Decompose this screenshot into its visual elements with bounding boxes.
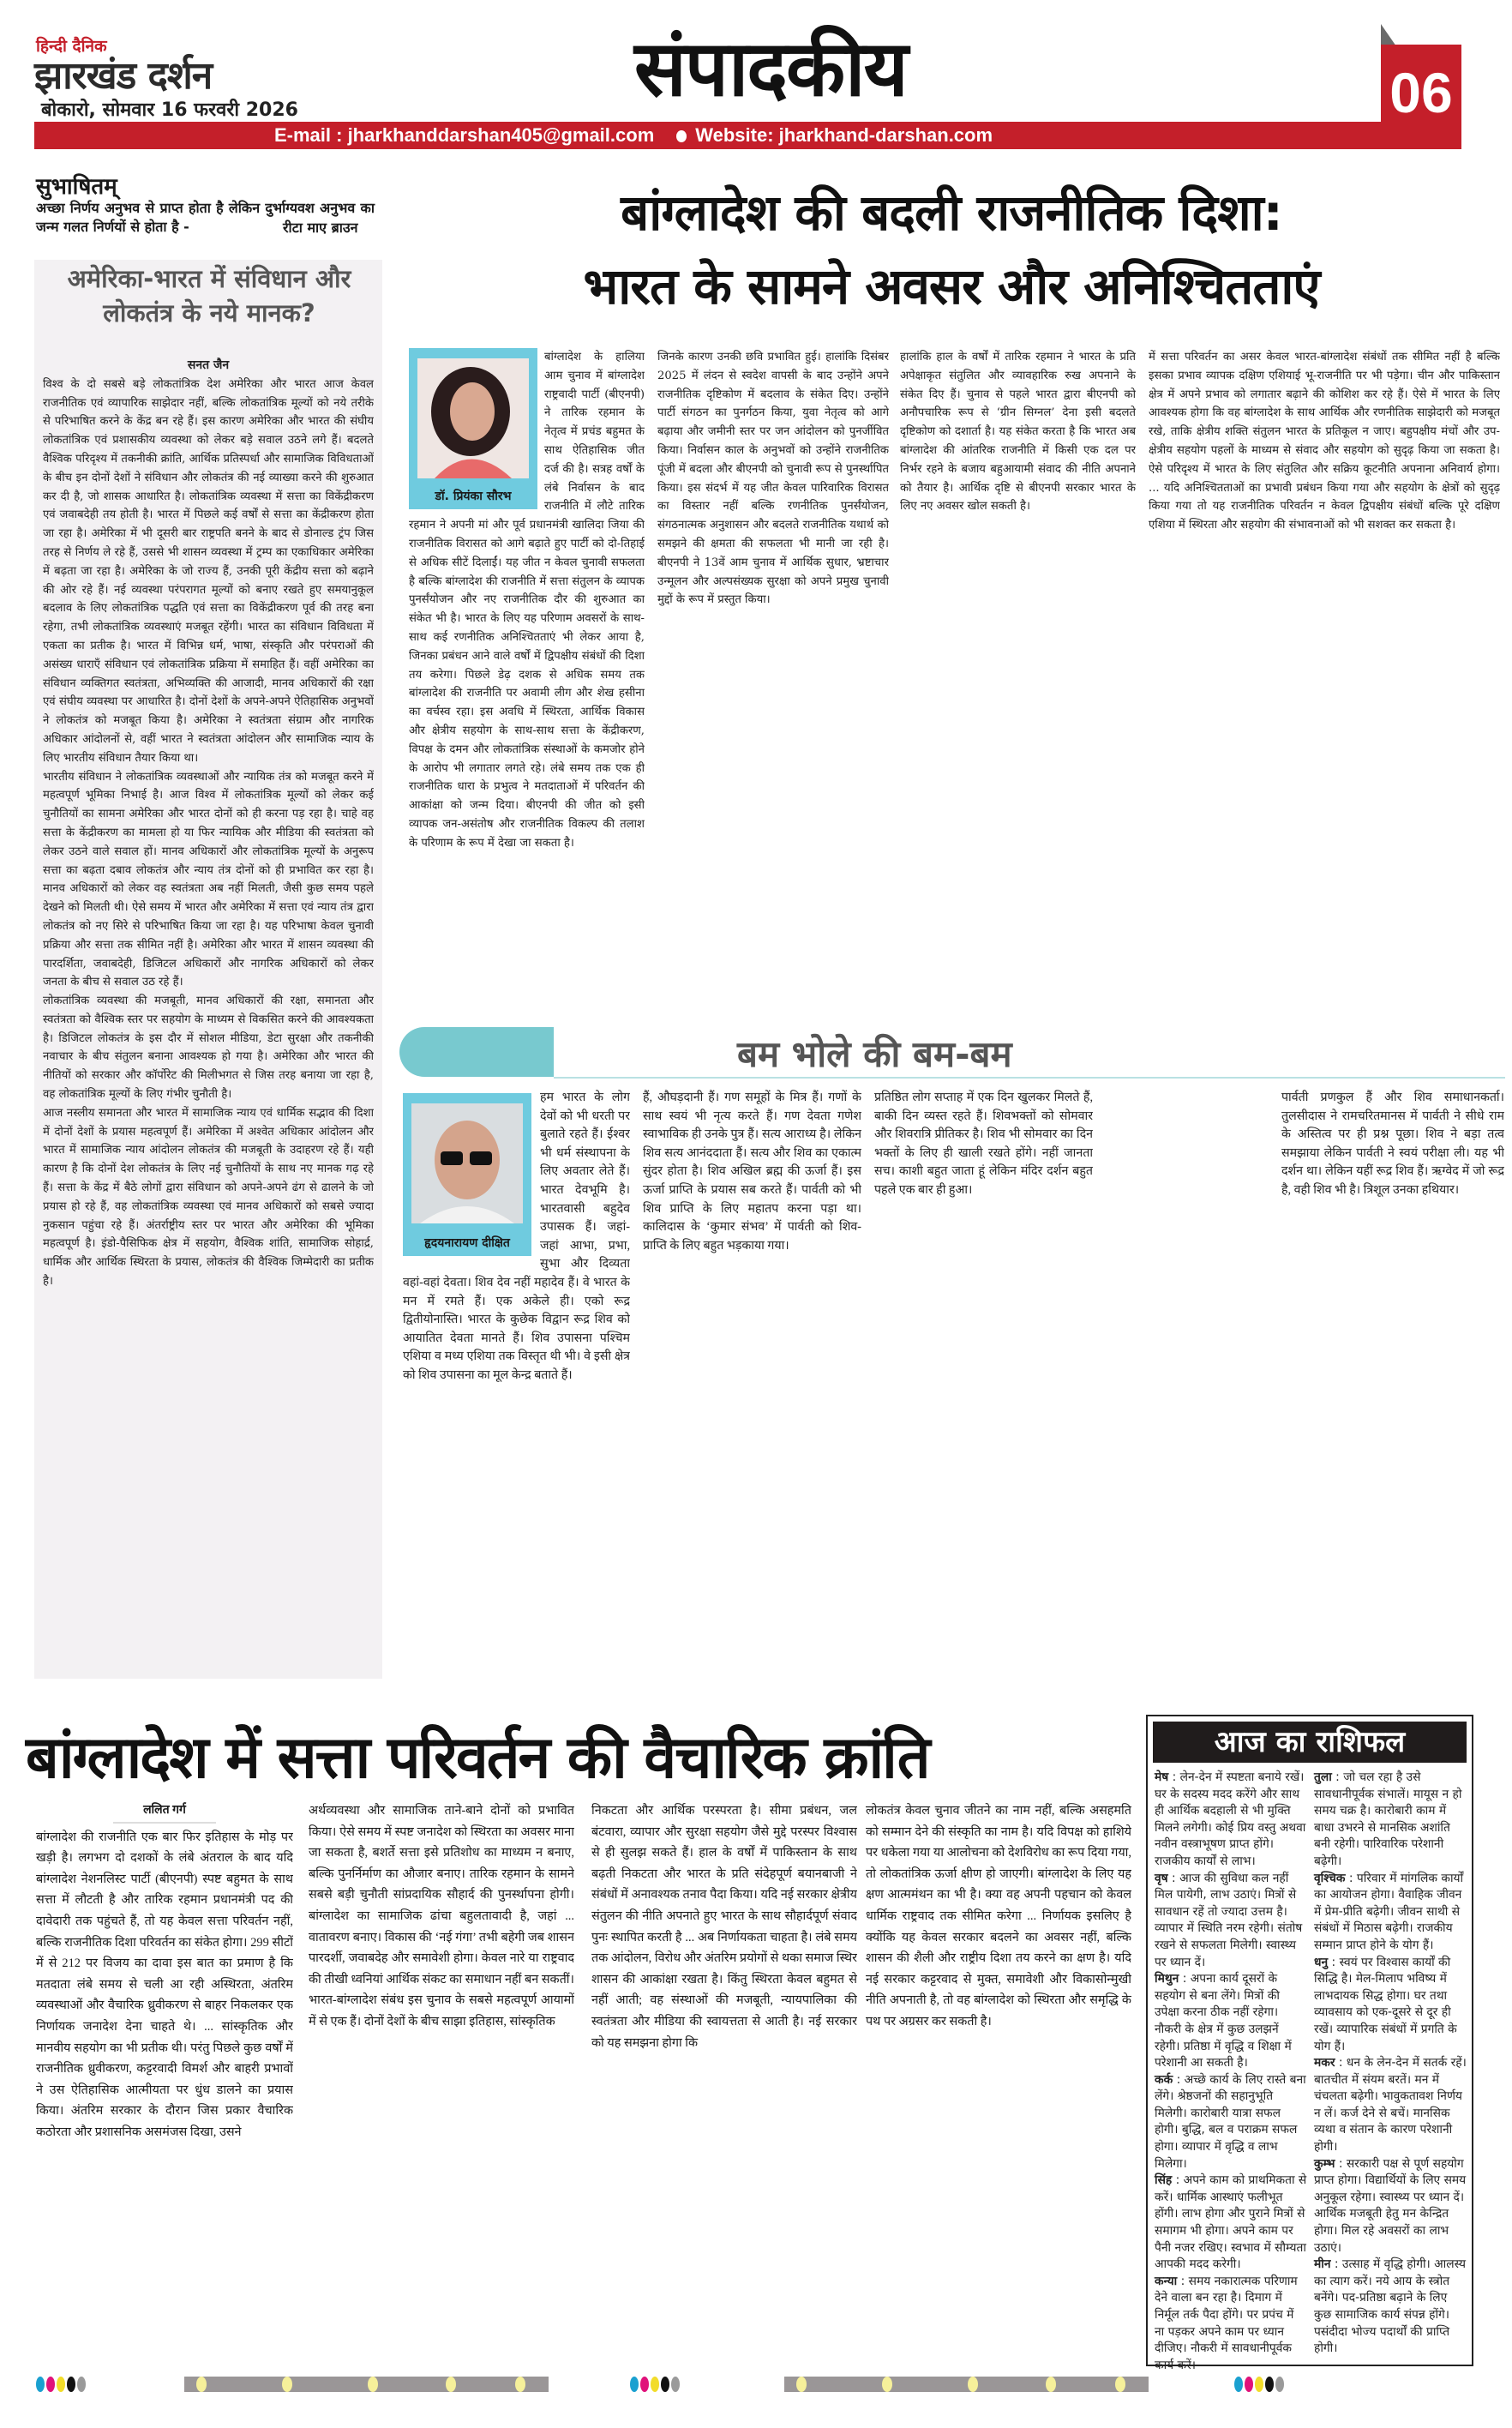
author-name: हृदयनारायण दीक्षित bbox=[424, 1236, 510, 1250]
horoscope-text: : अच्छे कार्य के लिए रास्ते बना लेंगे। श्रेष्ठजनों की सहानुभूति मिलेगी। कारोबारी यात्रा सफल होगी। बुद्धि, बल व पराक्रम सफल होगा। व्यापार में वृद्धि व लाभ मिलेगा। bbox=[1155, 2072, 1306, 2171]
bottom-article-headline: बांग्लादेश में सत्ता परिवर्तन की वैचारिक क्रांति bbox=[26, 1724, 929, 1792]
horoscope-entry bbox=[1314, 2257, 1467, 2358]
page-number: 06 bbox=[1381, 45, 1461, 149]
zodiac-sign: कर्क bbox=[1155, 2072, 1173, 2087]
lead-article-column: में सत्ता परिवर्तन का असर केवल भारत-बांग्लादेश संबंधों तक सीमित नहीं है बल्कि इसका प्रभाव व्यापक दक्षिण एशियाई भू-राजनीति पर भी पड़ेगा। चीन और पाकिस्तान क्षेत्र में अपने प्रभाव को लगातार बढ़ाने की कोशिश कर रहे हैं। ऐसे में भारत के लिए आवश्यक होगा कि वह बांग्लादेश के साथ आर्थिक और रणनीतिक साझेदारी को मजबूत रखे, ताकि क्षेत्रीय शक्ति संतुलन भारत के प्रतिकूल न जाए। बहुपक्षीय मंचों और उप-क्षेत्रीय सहयोग पहलों के माध्यम से संवाद और सहयोग को सुदृढ़ किया जा सकता है। ऐसे परिदृश्य में भारत के लिए संतुलित और सक्रिय कूटनीति अपनाना अनिवार्य होगा। ... यदि अनिश्चितताओं का प्रभावी प्रबंधन किया गया और सहयोग के क्षेत्रों को सुदृढ़ किया गया तो यह राजनीतिक परिवर्तन न केवल द्विपक्षीय संबंधों बल्कि पूरे दक्षिण एशिया में स्थिरता और सहयोग की संभावनाओं को भी सशक्त कर सकता है। bbox=[1149, 351, 1500, 532]
author-name: डॉ. प्रियंका सौरभ bbox=[435, 490, 512, 503]
shiv-article-column bbox=[1281, 1089, 1504, 1663]
horoscope-entry bbox=[1155, 2274, 1307, 2375]
author-photo bbox=[409, 348, 537, 509]
bottom-article-column: अर्थव्यवस्था और सामाजिक ताने-बाने दोनों को प्रभावित किया। ऐसे समय में स्पष्ट जनादेश को स्थिरता का अवसर माना जा सकता है, बशर्ते सत्ता इसे प्रतिशोध का माध्यम न बनाए, बल्कि पुनर्निर्माण का औजार बनाए। तारिक रहमान के सामने सबसे बड़ी चुनौती सांप्रदायिक सौहार्द की पुनर्स्थापना होगी। बांग्लादेश का सामाजिक ढांचा बहुलतावादी है, जहां ... वातावरण बनाए। विकास की ‘नई गंगा’ तभी बहेगी जब शासन पारदर्शी, जवाबदेह और समावेशी होगा। केवल नारे या राष्ट्रवाद की तीखी ध्वनियां आर्थिक संकट का समाधान नहीं बन सकतीं। भारत-बांग्लादेश संबंध इस चुनाव के सबसे महत्वपूर्ण आयामों में से एक हैं। दोनों देशों के बीच साझा इतिहास, सांस्कृतिक bbox=[309, 1804, 574, 2028]
horoscope-text: : स्वयं पर विश्वास कार्यों की सिद्धि है। मेल-मिलाप भविष्य में लाभदायक सिद्ध होगा। घर तथा व्यावसाय को एक-दूसरे से दूर ही रखें। व्यापारिक संबंधों में प्रगति के योग हैं। bbox=[1314, 1955, 1457, 2053]
ink-dot bbox=[671, 2377, 680, 2392]
horoscope-text: : समय नकारात्मक परिणाम देने वाला बन रहा है। दिमाग में निर्मूल तर्क पैदा होंगे। पर प्रपंच में ना पड़कर अपने काम पर ध्यान दीजिए। नौकरी में सावधानीपूर्वक कार्य करें। bbox=[1155, 2274, 1298, 2372]
bullet-icon bbox=[676, 130, 687, 142]
horoscope-entry bbox=[1155, 2173, 1307, 2274]
shiv-article-column: हैं, औघड़दानी हैं। गण समूहों के मित्र हैं। गणों के साथ स्वयं भी नृत्य करते हैं। गण देवता गणेश स्वाभाविक ही उनके पुत्र हैं। सत्य आराध्य है। लेकिन शिव सत्य आनंददाता हैं। सत्य और शिव का एकात्म सुंदर होता है। शिव अखिल ब्रह्म की ऊर्जा हैं। इस ऊर्जा प्राप्ति के प्रयास सब करते हैं। पार्वती को भी शिव प्राप्ति के लिए महातप करना पड़ा था। कालिदास के ‘कुमार संभव’ में पार्वती को शिव-प्राप्ति के लिए बहुत भड़काया गया। bbox=[643, 1091, 861, 1253]
horoscope-text: : अपना कार्य दूसरों के सहयोग से बना लेंगे। मित्रों की उपेक्षा करना ठीक नहीं रहेगा। नौकरी के क्षेत्र में कुछ उलझनें रहेगी। प्रतिष्ठा में वृद्धि व शिक्षा में परेशानी आ सकती है। bbox=[1155, 1972, 1292, 2070]
bottom-article-column bbox=[36, 1800, 293, 2345]
horoscope-column-left bbox=[1155, 1770, 1307, 2374]
bottom-article-column: लोकतंत्र केवल चुनाव जीतने का नाम नहीं, बल्कि असहमति को सम्मान देने की संस्कृति का नाम है। यदि विपक्ष को हाशिये पर धकेला गया या आलोचना को देशविरोध का रूप दिया गया, तो लोकतांत्रिक ऊर्जा क्षीण हो जाएगी। बांग्लादेश के लिए यह क्षण आत्ममंथन का भी है। क्या वह अपनी पहचान को केवल धार्मिक राष्ट्रवाद तक सीमित करेगा ... निर्णायक इसलिए है क्योंकि यह केवल सरकार बदलने का अवसर नहीं, बल्कि शासन की शैली और राष्ट्रीय दिशा तय करने का क्षण है। यदि नई सरकार कट्टरवाद से मुक्त, समावेशी और विकासोन्मुखी नीति अपनाती है, तो वह बांग्लादेश को स्थिरता और समृद्धि के पथ पर अग्रसर कर सकती है। bbox=[866, 1804, 1131, 2028]
lead-headline bbox=[403, 176, 1500, 323]
left-article-byline: सनत जैन bbox=[187, 358, 230, 372]
bottom-article-column: निकटता और आर्थिक परस्परता है। सीमा प्रबंधन, जल बंटवारा, व्यापार और सुरक्षा सहयोग जैसे मुद्दे परस्पर विश्वास से ही सुलझ सकते हैं। हाल के वर्षों में पाकिस्तान के साथ बढ़ती निकटता और भारत के प्रति संदेहपूर्ण बयानबाजी ने संबंधों में अनावश्यक तनाव पैदा किया। यदि नई सरकार क्षेत्रीय संतुलन की नीति अपनाते हुए भारत के साथ सौहार्दपूर्ण संवाद पुनः स्थापित करती है ... अब निर्णायकता चाहता है। लंबे समय तक आंदोलन, विरोध और अंतरिम प्रयोगों से थका समाज स्थिर शासन की आकांक्षा रखता है। किंतु स्थिरता केवल बहुमत से नहीं आती; वह संस्थाओं की मजबूती, न्यायपालिका की स्वतंत्रता और मीडिया की स्वायत्तता से आती है। नई सरकार को यह समझना होगा कि bbox=[591, 1804, 857, 2050]
color-registration-mark bbox=[36, 2377, 86, 2392]
column-text: बांग्लादेश के हालिया आम चुनाव में बांग्लादेश राष्ट्रवादी पार्टी (बीएनपी) ने तारिक रहमान के नेतृत्व में प्रचंड बहुमत के साथ ऐतिहासिक जीत दर्ज की है। सत्रह वर्षों के लंबे निर्वासन के बाद राजनीति में लौटे तारिक रहमान ने अपनी मां और पूर्व प्रधानमंत्री खालिदा जिया की राजनीतिक विरासत को आगे बढ़ाते हुए पार्टी को दो-तिहाई से अधिक सीटें दिलाईं। यह जीत न केवल चुनावी सफलता है बल्कि बांग्लादेश की राजनीति में सत्ता संतुलन के व्यापक पुनर्संयोजन और नए राजनीतिक दौर की शुरुआत का संकेत भी है। भारत के लिए यह परिणाम अवसरों के साथ-साथ कई रणनीतिक अनिश्चितताएं भी लेकर आया है, जिनका प्रबंधन आने वाले वर्षों में द्विपक्षीय संबंधों की दिशा तय करेगा। पिछले डेढ़ दशक से अधिक समय तक बांग्लादेश की राजनीति पर अवामी लीग और शेख हसीना का वर्चस्व रहा। इस अवधि में स्थिरता, आर्थिक विकास और क्षेत्रीय सहयोग के साथ-साथ सत्ता के केंद्रीकरण, विपक्ष के दमन और लोकतांत्रिक संस्थाओं के कमजोर होने के आरोप भी लगातार लगते रहे। लंबे समय तक एक ही राजनीतिक धारा के प्रभुत्व ने मतदाताओं में परिवर्तन की आकांक्षा को जन्म दिया। बीएनपी की जीत को इसी व्यापक जन-असंतोष और राजनीतिक विकल्प की तलाश के परिणाम के रूप में देखा जा सकता है। bbox=[409, 351, 645, 850]
zodiac-sign: सिंह bbox=[1155, 2173, 1173, 2188]
ink-dot bbox=[640, 2377, 649, 2392]
zodiac-sign: मिथुन bbox=[1155, 1972, 1179, 1986]
horoscope-text: : सरकारी पक्ष से पूर्ण सहयोग प्राप्त होगा। विद्यार्थियों के लिए समय अनुकूल रहेगा। स्वास्थ्य पर ध्यान दें। आर्थिक मजबूती हेतु मन केन्द्रित होगा। मिल रहे अवसरों का लाभ उठाएं। bbox=[1314, 2156, 1467, 2255]
left-article-headline: अमेरिका-भारत में संविधान और लोकतंत्र के नये मानक? bbox=[67, 264, 351, 328]
zodiac-sign: कन्या bbox=[1155, 2274, 1178, 2288]
zodiac-sign: धनु bbox=[1314, 1955, 1329, 1969]
zodiac-sign: मकर bbox=[1314, 2056, 1335, 2070]
column-text: पार्वती प्रणकुल हैं और शिव समाधानकर्ता। तुलसीदास ने रामचरितमानस में पार्वती ने सीधे राम के अस्तित्व पर ही प्रश्न पूछा। शिव ने बड़ा तत्व समझाया लेकिन पार्वती ने स्वयं परीक्षा ली। यह भी दर्शन था। bbox=[1281, 1091, 1504, 1179]
paragraph: लोकतांत्रिक व्यवस्था की मजबूती, मानव अधिकारों की रक्षा, समानता और स्वतंत्रता को वैश्विक स्तर पर सहयोग के माध्यम से विकसित करने की आवश्यकता है। डिजिटल लोकतंत्र के इस दौर में सोशल मीडिया, डेटा सुरक्षा और तकनीकी नवाचार के बीच संतुलन बनाना आवश्यक हो गया है। अमेरिका और भारत की नीतियों को सरकार और कॉर्पोरेट की मिलीभगत से जिस तरह बनाया जा रहा है, वह लोकतांत्रिक मूल्यों के लिए गंभीर चुनौती है। bbox=[43, 995, 374, 1102]
horoscope-entry bbox=[1155, 1871, 1307, 1972]
zodiac-sign: वृश्चिक bbox=[1314, 1871, 1346, 1885]
horoscope-entry bbox=[1314, 1955, 1467, 2056]
quote-text: अच्छा निर्णय अनुभव से प्राप्त होता है लेकिन दुर्भाग्यवश अनुभव का जन्म गलत निर्णयों से होता है - bbox=[36, 200, 375, 235]
color-registration-mark bbox=[1234, 2377, 1284, 2392]
horoscope-title: आज का राशिफल bbox=[1153, 1722, 1467, 1763]
zodiac-sign: कुम्भ bbox=[1314, 2156, 1335, 2171]
column-text: लेकिन यहीं रूद्र शिव हैं। ऋग्वेद में जो रूद्र है, वही शिव भी है। त्रिशूल उनका हथियार। bbox=[1281, 1164, 1504, 1197]
contact-bar bbox=[34, 122, 1419, 149]
dateline: बोकारो, सोमवार 16 फरवरी 2026 bbox=[41, 99, 298, 121]
banner-accent bbox=[399, 1027, 554, 1077]
quote-section-title: सुभाषितम् bbox=[36, 174, 117, 200]
ink-dot bbox=[36, 2377, 45, 2392]
print-calibration-strip bbox=[184, 2377, 549, 2392]
bottom-article-byline: ललित गर्ग bbox=[113, 1800, 216, 1824]
horoscope-entry bbox=[1314, 1871, 1467, 1955]
column-text: बांग्लादेश की राजनीति एक बार फिर इतिहास के मोड़ पर खड़ी है। लगभग दो दशकों के लंबे अंतराल के बाद यदि बांग्लादेश नेशनलिस्ट पार्टी (बीएनपी) स्पष्ट बहुमत के साथ सत्ता में लौटती है और तारिक रहमान प्रधानमंत्री पद की दावेदारी तक पहुंचते हैं, तो यह केवल सत्ता परिवर्तन नहीं, बल्कि राजनीतिक दिशा परिवर्तन का संकेत होगा। 299 सीटों में से 212 पर विजय का दावा इस बात का प्रमाण है कि मतदाता लंबे समय से चली आ रही अस्थिरता, अंतरिम व्यवस्थाओं और वैचारिक ध्रुवीकरण से बाहर निकलकर एक निर्णायक जनादेश देना चाहते थे। ... सांस्कृतिक और मानवीय सहयोग का भी प्रतीक थी। परंतु पिछले कुछ वर्षों में राजनीतिक ध्रुवीकरण, कट्टरवादी विमर्श और बाहरी प्रभावों ने उस ऐतिहासिक आत्मीयता पर धुंध डालने का प्रयास किया। अंतरिम सरकार के दौरान जिस प्रकार वैचारिक कठोरता और प्रशासनिक असमंजस दिखा, उसने bbox=[36, 1830, 293, 2139]
email-link[interactable]: E-mail : jharkhanddarshan405@gmail.com bbox=[274, 124, 655, 146]
ink-dot bbox=[1234, 2377, 1243, 2392]
horoscope-text: : आज की सुविधा कल नहीं मिल पायेगी, लाभ उठाएं। मित्रों से सावधान रहें तो ज्यादा उत्तम है। व्यापार में स्थिति नरम रहेगी। संतोष रखने से सफलता मिलेगी। स्वास्थ्य पर ध्यान दें। bbox=[1155, 1871, 1303, 1969]
banner-rule bbox=[554, 1077, 1505, 1079]
ink-dot bbox=[1275, 2377, 1284, 2392]
horoscope-text: : परिवार में मांगलिक कार्यों का आयोजन होगा। वैवाहिक जीवन में प्रेम-प्रीति बढ़ेगी। जीवन साथी से संबंधों में मिठास बढ़ेगी। राजकीय सम्मान प्राप्त होने के योग हैं। bbox=[1314, 1871, 1464, 1952]
author-portrait bbox=[417, 358, 529, 478]
left-article-body bbox=[43, 357, 374, 1677]
column-text: हम भारत के लोग देवों को भी धरती पर बुलाते रहते हैं। ईश्वर भी धर्म संस्थापना के लिए अवतार लेते हैं। भारत देवभूमि है। भारतवासी बहुदेव उपासक हैं। जहां-जहां आभा, प्रभा, सुभा और दिव्यता वहां-वहां देवता। शिव देव नहीं महादेव हैं। वे भारत के मन में रमते हैं। एक अकेले ही। एको रूद्र द्वितीयोनास्ति। भारत के कुछेक विद्वान रूद्र शिव को आयातित देवता मानते हैं। शिव उपासना पश्चिम एशिया व मध्य एशिया तक विस्तृत थी भी। वे इसी क्षेत्र को शिव उपासना का मूल केन्द्र बताते हैं। bbox=[403, 1091, 630, 1382]
section-title: संपादकीय bbox=[634, 24, 907, 114]
horoscope-entry bbox=[1314, 2156, 1467, 2257]
horoscope-text: : उत्साह में वृद्धि होगी। आलस्य का त्याग करें। नये आय के स्त्रोत बनेंगे। पद-प्रतिष्ठा बढ़ाने के लिए कुछ सामाजिक कार्य संपन्न होंगे। पसंदीदा भोज्य पदार्थों की प्राप्ति होगी। bbox=[1314, 2257, 1466, 2356]
ink-dot bbox=[57, 2377, 65, 2392]
horoscope-entry bbox=[1155, 1971, 1307, 2072]
horoscope-text: : धन के लेन-देन में सतर्क रहें। बातचीत में संयम बरतें। मन में चंचलता बढ़ेगी। भावुकतावश निर्णय न लें। कर्ज देने से बचें। मानसिक व्यथा व संतान के कारण परेशानी होगी। bbox=[1314, 2056, 1467, 2155]
shiv-article-headline: बम भोले की बम-बम bbox=[737, 1033, 1012, 1075]
horoscope-entry bbox=[1314, 2055, 1467, 2156]
ink-dot bbox=[1245, 2377, 1253, 2392]
horoscope-column-right bbox=[1314, 1770, 1467, 2358]
ink-dot bbox=[661, 2377, 669, 2392]
shiv-article-column: प्रतिष्ठित लोग सप्ताह में एक दिन खुलकर मिलते हैं, बाकी दिन व्यस्त रहते हैं। शिवभक्तों को सोमवार और शिवरात्रि प्रीतिकर है। शिव भी सोमवार का दिन भक्तों के लिए ही खाली रखते होंगे। नहीं जानता सच। काशी बहुत जाता हूं लेकिन मंदिर दर्शन बहुत पहले एक बार ही हुआ। bbox=[874, 1091, 1093, 1197]
horoscope-box bbox=[1146, 1715, 1473, 2372]
ink-dot bbox=[1265, 2377, 1274, 2392]
lead-article-column: जिनके कारण उनकी छवि प्रभावित हुई। हालांकि दिसंबर 2025 में लंदन से स्वदेश वापसी के बाद उन्होंने अपने राजनीतिक दृष्टिकोण में बदलाव के संकेत दिए। उन्होंने पार्टी संगठन का पुनर्गठन किया, युवा नेतृत्व को आगे बढ़ाया और जमीनी स्तर पर जन आंदोलन को पुनर्जीवित किया। निर्वासन काल के अनुभवों को उन्होंने राजनीतिक पूंजी में बदला और बीएनपी को चुनावी रूप से पुनर्स्थापित किया। इस संदर्भ में यह जीत केवल पारिवारिक विरासत का विस्तार नहीं बल्कि रणनीतिक पुनर्संयोजन, संगठनात्मक अनुशासन और बदलते राजनीतिक यथार्थ को समझने की क्षमता की सफलता भी मानी जा रही है। बीएनपी ने 13वें आम चुनाव में आर्थिक सुधार, भ्रष्टाचार उन्मूलन और अल्पसंख्यक सुरक्षा को अपने प्रमुख चुनावी मुद्दों के रूप में प्रस्तुत किया। bbox=[657, 351, 889, 607]
horoscope-entry bbox=[1155, 2072, 1307, 2173]
ink-dot bbox=[630, 2377, 639, 2392]
lead-article-column: हालांकि हाल के वर्षों में तारिक रहमान ने भारत के प्रति अपेक्षाकृत संतुलित और व्यावहारिक रुख अपनाने के संकेत दिए हैं। चुनाव से पहले भारत द्वारा बीएनपी को अनौपचारिक रूप से ‘ग्रीन सिग्नल’ देना इसी बदलते दृष्टिकोण को दशार्ता है। यह संकेत करता है कि भारत अब बांग्लादेश की आंतरिक राजनीति में किसी एक दल पर निर्भर रहने के बजाय बहुआयामी संवाद की नीति अपनाने को तैयार है। आर्थिक दृष्टि से बीएनपी सरकार भारत के लिए नए अवसर खोल सकती है। bbox=[900, 351, 1136, 514]
horoscope-text: : अपने काम को प्राथमिकता से करें। धार्मिक आस्थाएं फलीभूत होंगी। लाभ होगा और पुराने मित्रों से समागम भी होगा। अपने काम पर पैनी नजर रखिए। स्वभाव में सौम्यता आपकी मदद करेगी। bbox=[1155, 2173, 1307, 2272]
paper-logo: झारखंड दर्शन bbox=[34, 54, 213, 98]
ink-dot bbox=[46, 2377, 55, 2392]
color-registration-mark bbox=[630, 2377, 680, 2392]
lead-headline-line2: भारत के सामने अवसर और अनिश्चितताएं bbox=[583, 257, 1320, 316]
website-link[interactable]: Website: jharkhand-darshan.com bbox=[695, 124, 993, 146]
zodiac-sign: तुला bbox=[1314, 1770, 1332, 1784]
ink-dot bbox=[67, 2377, 75, 2392]
zodiac-sign: वृष bbox=[1155, 1871, 1168, 1885]
horoscope-text: : जो चल रहा है उसे सावधानीपूर्वक संभालें। मायूस न हो समय चक्र है। कारोबारी काम में बाधा उभरने से मानसिक अशांति बनी रहेगी। पारिवारिक परेशानी बढ़ेगी। bbox=[1314, 1770, 1462, 1868]
horoscope-entry bbox=[1155, 1770, 1307, 1871]
author-portrait bbox=[411, 1103, 523, 1223]
zodiac-sign: मेष bbox=[1155, 1770, 1169, 1784]
horoscope-entry bbox=[1314, 1770, 1467, 1871]
paper-tagline: हिन्दी दैनिक bbox=[36, 37, 107, 56]
ink-dot bbox=[1255, 2377, 1263, 2392]
zodiac-sign: मीन bbox=[1314, 2257, 1331, 2272]
ink-dot bbox=[77, 2377, 86, 2392]
horoscope-text: : लेन-देन में स्पष्टता बनाये रखें। घर के सदस्य मदद करेंगे और साथ ही आर्थिक बदहाली से भी मुक्ति मिलने लगेगी। कोई प्रिय वस्तु अथवा नवीन वस्त्राभूषण प्राप्त होंगे।राजकीय कार्यों से लाभ। bbox=[1155, 1770, 1306, 1868]
paragraph: आज नस्लीय समानता और भारत में सामाजिक न्याय एवं धार्मिक सद्भाव की दिशा में दोनों देशों के प्रयास महत्वपूर्ण हैं। अमेरिका में अश्वेत अधिकार आंदोलन और भारत में सामाजिक न्याय आंदोलन लोकतंत्र की मजबूती के उदाहरण रहे हैं। यही कारण है कि दोनों देश लोकतंत्र के लिए नई चुनौतियों के साथ नए मानक गढ़ रहे हैं। सत्ता के केंद्र में बैठे लोगों द्वारा संविधान को अपने-अपने ढंग से ढालने के जो प्रयास हो रहे हैं, वह लोकतांत्रिक व्यवस्था एवं मानव अधिकारों को सबसे ज्यादा नुकसान पहुंचा रहे हैं। अंतर्राष्ट्रीय स्तर पर भारत और अमेरिका की भूमिका महत्वपूर्ण है। इंडो-पैसिफिक क्षेत्र में सहयोग, वैश्विक शांति, सामाजिक सोहार्द्र, धार्मिक और आर्थिक स्थिरता के प्रयास, लोकतंत्र की वैश्विक जिम्मेदारी का प्रतीक है। bbox=[43, 1106, 374, 1289]
quote-author: रीटा माए ब्राउन bbox=[283, 219, 358, 236]
page-fold-icon bbox=[1381, 24, 1396, 46]
ink-dot bbox=[651, 2377, 659, 2392]
paragraph: भारतीय संविधान ने लोकतांत्रिक व्यवस्थाओं और न्यायिक तंत्र को मजबूत करने में महत्वपूर्ण भूमिका निभाई है। आज विश्व में लोकतांत्रिक मूल्यों को लेकर कई चुनौतियों का सामना अमेरिका और भारत दोनों को ही करना पड़ रहा है। चाहे वह सत्ता के केंद्रीकरण का मामला हो या फिर न्यायिक और मीडिया की स्वतंत्रता को लेकर उठने वाले सवाल हों। मानव अधिकारों और लोकतांत्रिक मूल्यों के अनुरूप सत्ता का बढ़ता दबाव लोकतंत्र और न्याय तंत्र दोनों को ही प्रभावित कर रहा है। मानव अधिकारों को लेकर वह स्वतंत्रता अब नहीं मिलती, जैसी कुछ समय पहले देखने को मिलती थी। ऐसे समय में भारत और अमेरिका में सत्ता एवं न्याय तंत्र द्वारा लोकतंत्र को नए सिरे से परिभाषित किया जा रहा है। यह परिभाषा केवल चुनावी प्रक्रिया और सत्ता तक सीमित नहीं है। अमेरिका और भारत में शासन व्यवस्था की पारदर्शिता, जवाबदेही, डिजिटल अधिकारों और नागरिक अधिकारों को लेकर जनता के बीच से सवाल उठ रहे हैं। bbox=[43, 770, 374, 989]
print-calibration-strip bbox=[784, 2377, 1149, 2392]
author-photo bbox=[403, 1093, 531, 1256]
paragraph: विश्व के दो सबसे बड़े लोकतांत्रिक देश अमेरिका और भारत आज केवल राजनीतिक एवं व्यापारिक साझेदार नहीं, बल्कि लोकतांत्रिक मूल्यों को नये तरीके से परिभाषित करने के केंद्र बन रहे हैं। इस कारण अमेरिका और भारत की संघीय लोकतांत्रिक एवं प्रशासकीय व्यवस्था को लेकर बड़े सवाल उठने लगे हैं। बदलते वैश्विक परिदृश्य में तकनीकी क्रांति, आर्थिक प्रतिस्पर्धा और सामाजिक विविधताओं के बीच इन दोनों देशों ने संविधान और लोकतंत्र की नई व्याख्या करने की शुरुआत कर दी है, जो शासक आधारित है। लोकतांत्रिक व्यवस्था में सत्ता का विकेंद्रीकरण एवं जवाबदेही तय होती है। भारत में पिछले कई वर्षों से सत्ता का केंद्रीकरण होता जा रहा है। अमेरिका में भी दूसरी बार राष्ट्रपति बनने के बाद से डोनाल्ड ट्रंप जिस तरह से निर्णय ले रहे हैं, उससे भी शासन व्यवस्था में ट्रम्प का एकाधिकार अमेरिका में बढ़ता जा रहा है। अमेरिका के जो राज्य हैं, उनकी पूरी केंद्रीय सत्ता को बढ़ाने की ओर रहे हैं। नई व्यवस्था परंपरागत मूल्यों को बनाए रखते हुए समयानुकूल बदलाव के लिए लोकतांत्रिक पद्धति एवं सत्ता का विकेंद्रीकरण पूर्व की तरह बना रहेगा, तभी लोकतांत्रिक व्यवस्थाएं मजबूत रहेंगी। भारत का संविधान विविधता में एकता का प्रतीक है। भारत में विभिन्न धर्म, भाषा, संस्कृति और परंपराओं की असंख्य धाराएँ संविधान एवं लोकतांत्रिक प्रक्रिया में समाहित हैं। वहीं अमेरिका का संविधान व्यक्तिगत स्वतंत्रता, अभिव्यक्ति की आजादी, मानव अधिकारों की रक्षा एवं संघीय व्यवस्था पर आधारित है। दोनों देशों के अपने-अपने ऐतिहासिक अनुभवों ने लोकतंत्र को मजबूत किया है। अमेरिका ने स्वतंत्रता संग्राम और नागरिक अधिकार आंदोलनों से, वहीं भारत ने स्वतंत्रता आंदोलन और सामाजिक न्याय के लिए भारतीय संविधान तैयार किया था। bbox=[43, 377, 374, 765]
lead-headline-line1: बांग्लादेश की बदली राजनीतिक दिशा: bbox=[621, 183, 1282, 242]
